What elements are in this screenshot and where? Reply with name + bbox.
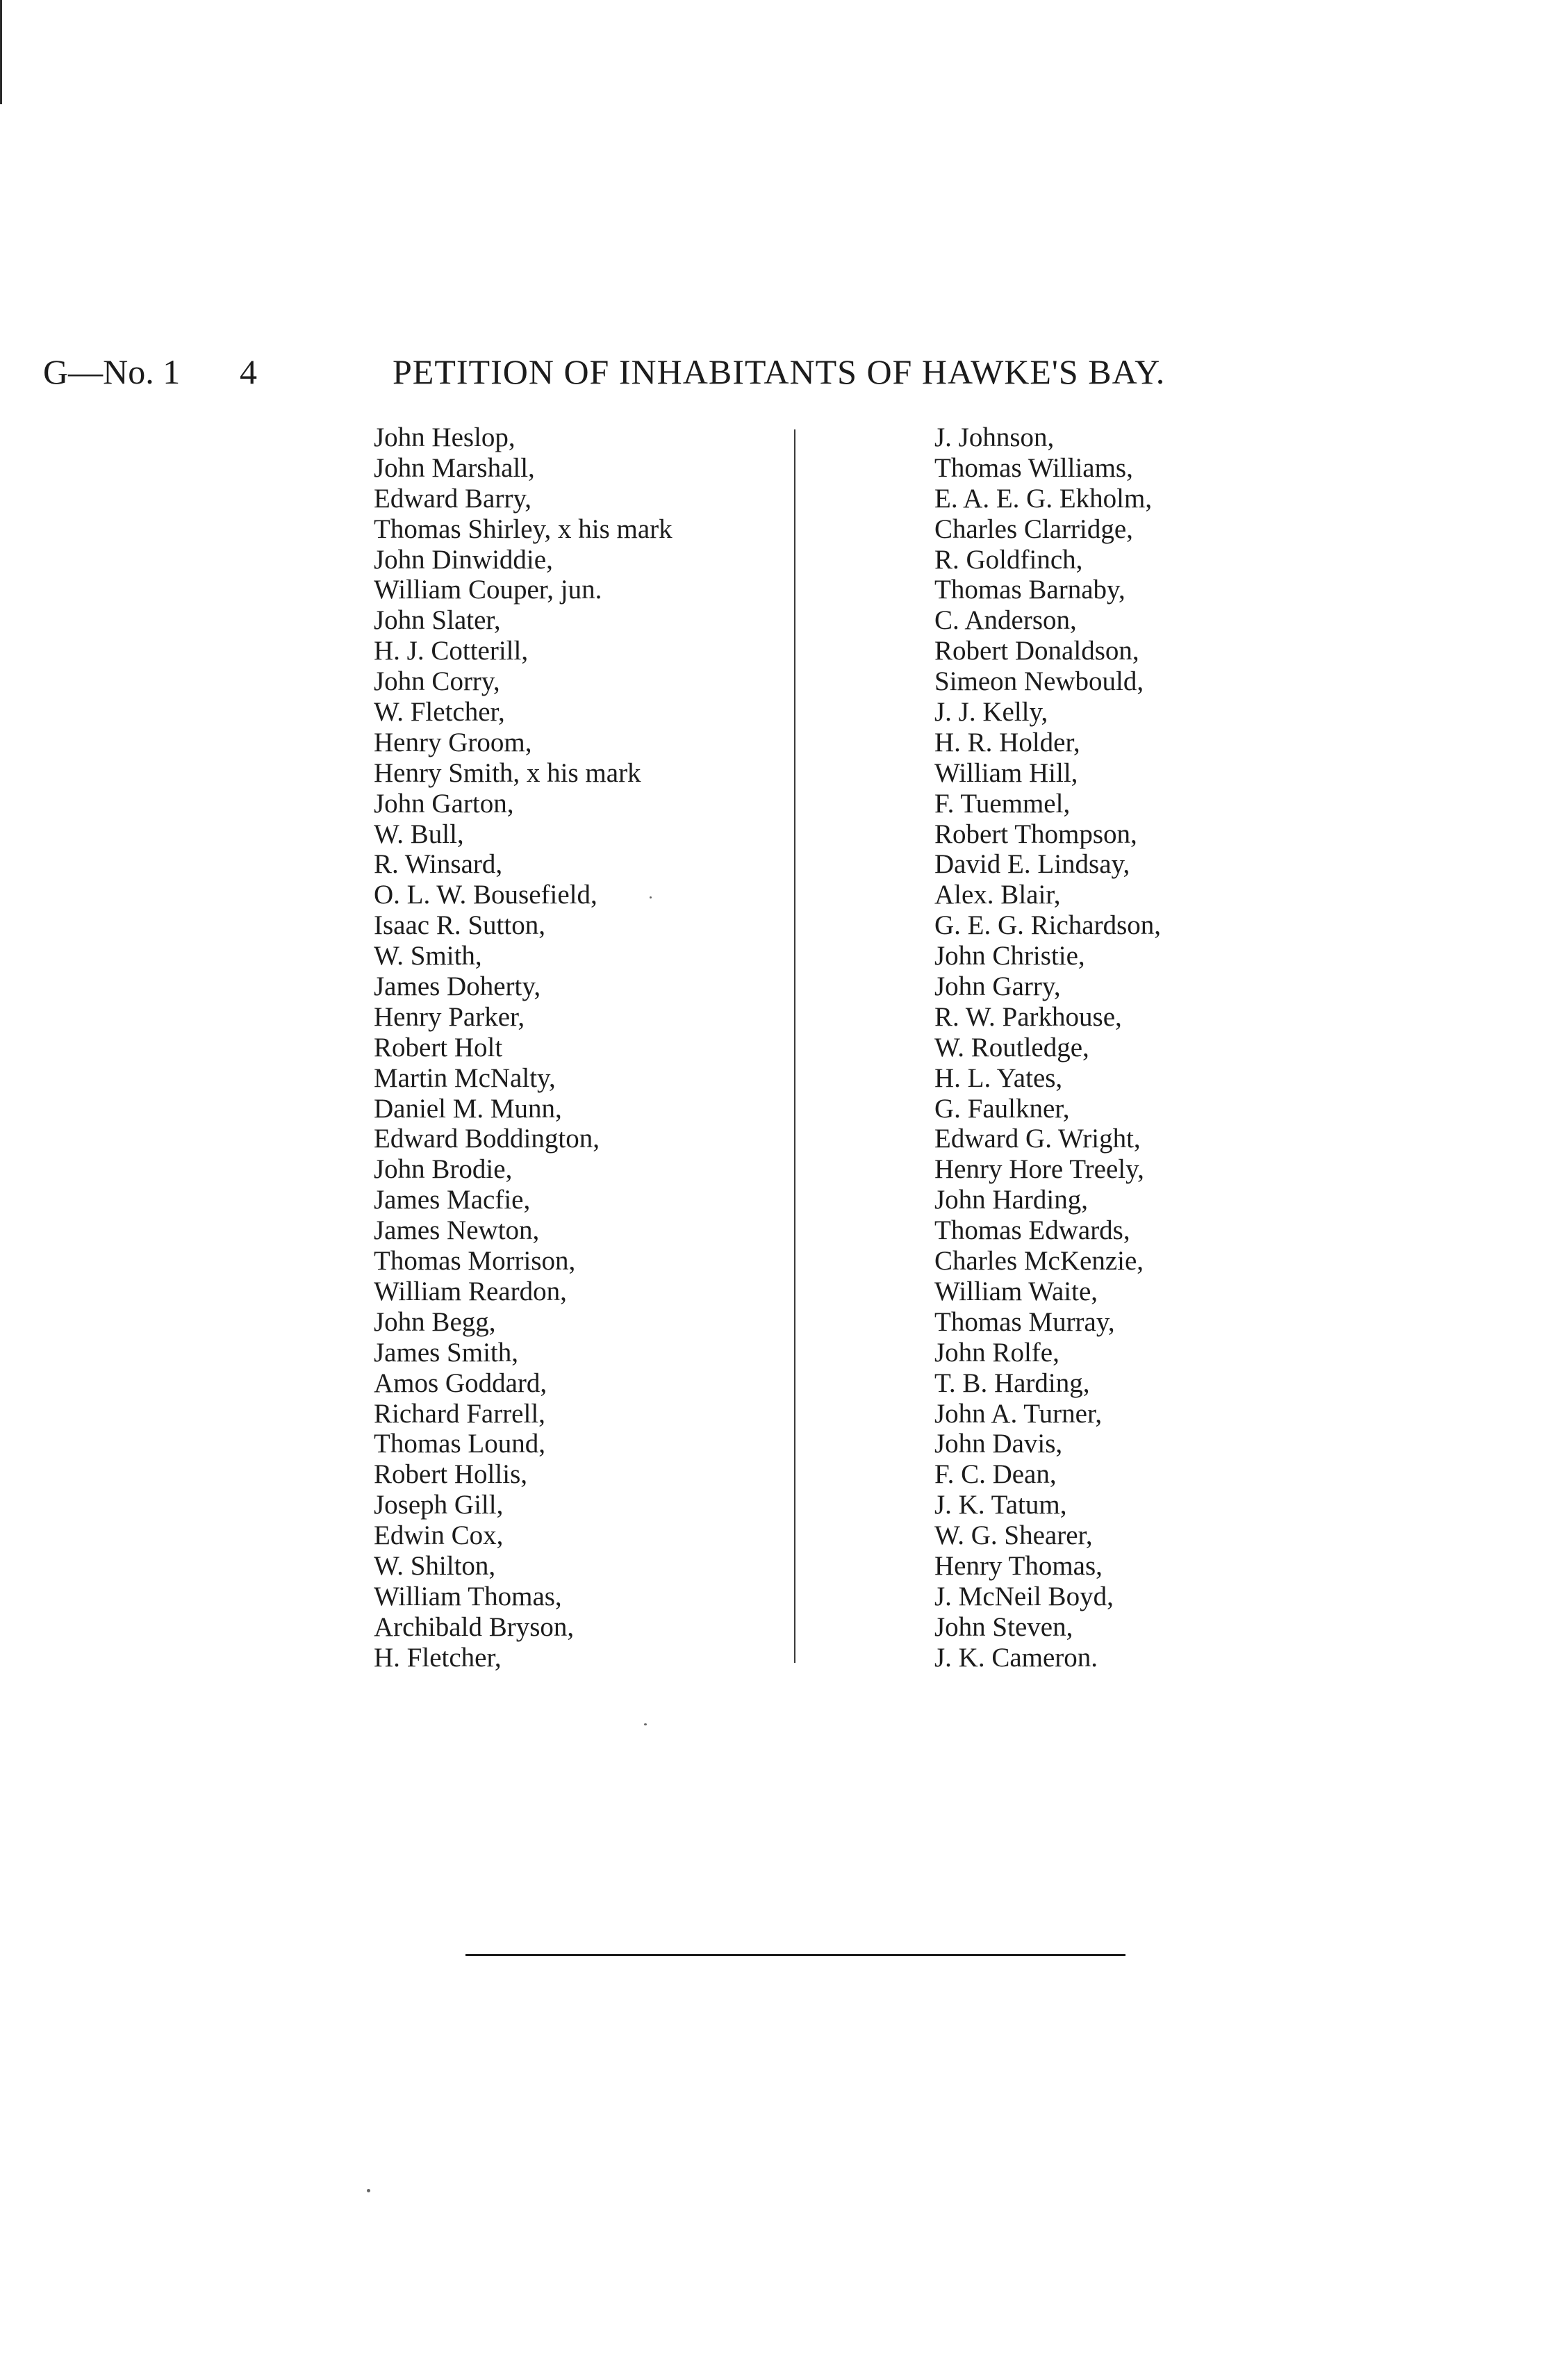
signatory-name: Edwin Cox, [374,1520,504,1551]
signatory-name: Henry Thomas, [934,1550,1103,1581]
signatory-name: Robert Holt [374,1032,503,1062]
signatory-name: John Garry, [934,971,1061,1002]
signatory-name: William Couper, jun. [374,575,602,605]
signatory-name: Edward Barry, [374,483,532,514]
signatory-name: William Reardon, [374,1276,567,1306]
signatory-name: O. L. W. Bousefield, [374,880,597,910]
signatory-name: F. C. Dean, [934,1459,1057,1490]
signatory-name: J. K. Tatum, [934,1490,1067,1520]
end-rule [465,1954,1125,1956]
signatory-name: H. Fletcher, [374,1642,502,1673]
signatory-name: Charles Clarridge, [934,514,1133,544]
signatory-name: J. McNeil Boyd, [934,1581,1114,1611]
page-title: PETITION OF INHABITANTS OF HAWKE'S BAY. [393,352,1166,391]
signatory-name: W. Fletcher, [374,697,505,728]
signatory-name: H. J. Cotterill, [374,636,529,666]
signatory-name: W. Shilton, [374,1550,496,1581]
signatory-name: John Christie, [934,941,1085,971]
signatory-column-left [374,422,673,1673]
signatory-name: Archibald Bryson, [374,1611,575,1642]
signatory-name: F. Tuemmel, [934,788,1071,819]
signatory-name: R. Goldfinch, [934,544,1083,575]
signatory-name: James Newton, [374,1215,540,1246]
signatory-name: H. L. Yates, [934,1062,1063,1093]
signatory-name: James Macfie, [374,1185,531,1215]
signatory-name: William Hill, [934,757,1078,788]
signatory-name: J. J. Kelly, [934,697,1048,728]
signatory-name: G. E. G. Richardson, [934,910,1162,941]
signatory-name: Thomas Morrison, [374,1246,576,1277]
signatory-name: Henry Smith, x his mark [374,757,641,788]
signatory-name: James Doherty, [374,971,541,1002]
signatory-name: Edward G. Wright, [934,1124,1141,1154]
column-divider [794,429,795,1663]
signatory-name: John Davis, [934,1429,1063,1459]
signatory-name: H. R. Holder, [934,727,1080,757]
signatory-name: Martin McNalty, [374,1062,556,1093]
signatory-name: John A. Turner, [934,1398,1103,1429]
signatory-name: William Waite, [934,1276,1098,1306]
signatory-name: W. Bull, [374,819,464,849]
signatory-name: Alex. Blair, [934,880,1061,910]
signatory-name: Simeon Newbould, [934,666,1144,697]
signatory-name: Thomas Barnaby, [934,575,1125,605]
scan-speck [650,896,652,898]
signatory-name: R. W. Parkhouse, [934,1001,1122,1032]
signatory-name: W. Routledge, [934,1032,1089,1062]
signatory-name: W. G. Shearer, [934,1520,1093,1551]
signatory-name: William Thomas, [374,1581,562,1611]
signatory-name: Amos Goddard, [374,1368,547,1398]
signatory-name: J. K. Cameron. [934,1642,1098,1673]
signatory-name: James Smith, [374,1337,519,1368]
signatory-name: John Harding, [934,1185,1088,1215]
scan-speck [367,2189,370,2192]
signatory-name: John Rolfe, [934,1337,1059,1368]
signatory-name: J. Johnson, [934,422,1055,452]
signatory-name: Joseph Gill, [374,1490,504,1520]
signatory-name: Thomas Shirley, x his mark [374,514,673,544]
scan-edge-mark [0,0,2,104]
signatory-name: G. Faulkner, [934,1093,1070,1124]
signatory-name: John Brodie, [374,1154,513,1185]
signatory-name: Thomas Murray, [934,1306,1115,1337]
signatory-column-right [934,422,1161,1673]
signatory-name: Robert Thompson, [934,819,1137,849]
signatory-name: Richard Farrell, [374,1398,545,1429]
page-number: 4 [240,352,257,391]
signatory-name: Henry Groom, [374,727,532,757]
signatory-name: Thomas Edwards, [934,1215,1130,1246]
signatory-name: C. Anderson, [934,605,1077,636]
scan-speck [644,1723,647,1725]
signatory-name: David E. Lindsay, [934,849,1130,880]
signatory-name: W. Smith, [374,941,482,971]
signatory-name: John Heslop, [374,422,515,452]
signatory-name: Henry Parker, [374,1001,525,1032]
signatory-name: Isaac R. Sutton, [374,910,545,941]
signatory-name: John Begg, [374,1306,496,1337]
signatory-name: John Corry, [374,666,500,697]
signatory-name: John Steven, [934,1611,1073,1642]
signatory-name: Thomas Lound, [374,1429,545,1459]
signatory-name: Edward Boddington, [374,1124,600,1154]
signatory-name: Robert Hollis, [374,1459,527,1490]
signatory-name: Robert Donaldson, [934,636,1139,666]
signatory-name: R. Winsard, [374,849,503,880]
signatory-name: Henry Hore Treely, [934,1154,1144,1185]
signatory-name: John Dinwiddie, [374,544,553,575]
signatory-name: John Slater, [374,605,501,636]
signatory-name: Charles McKenzie, [934,1246,1144,1277]
signatory-name: Daniel M. Munn, [374,1093,562,1124]
signatory-name: T. B. Harding, [934,1368,1090,1398]
signatory-name: E. A. E. G. Ekholm, [934,483,1153,514]
signatory-name: Thomas Williams, [934,452,1133,483]
signatory-name: John Marshall, [374,452,535,483]
signatory-name: John Garton, [374,788,514,819]
page-header [0,347,1559,396]
document-reference: G—No. 1 [43,352,181,391]
